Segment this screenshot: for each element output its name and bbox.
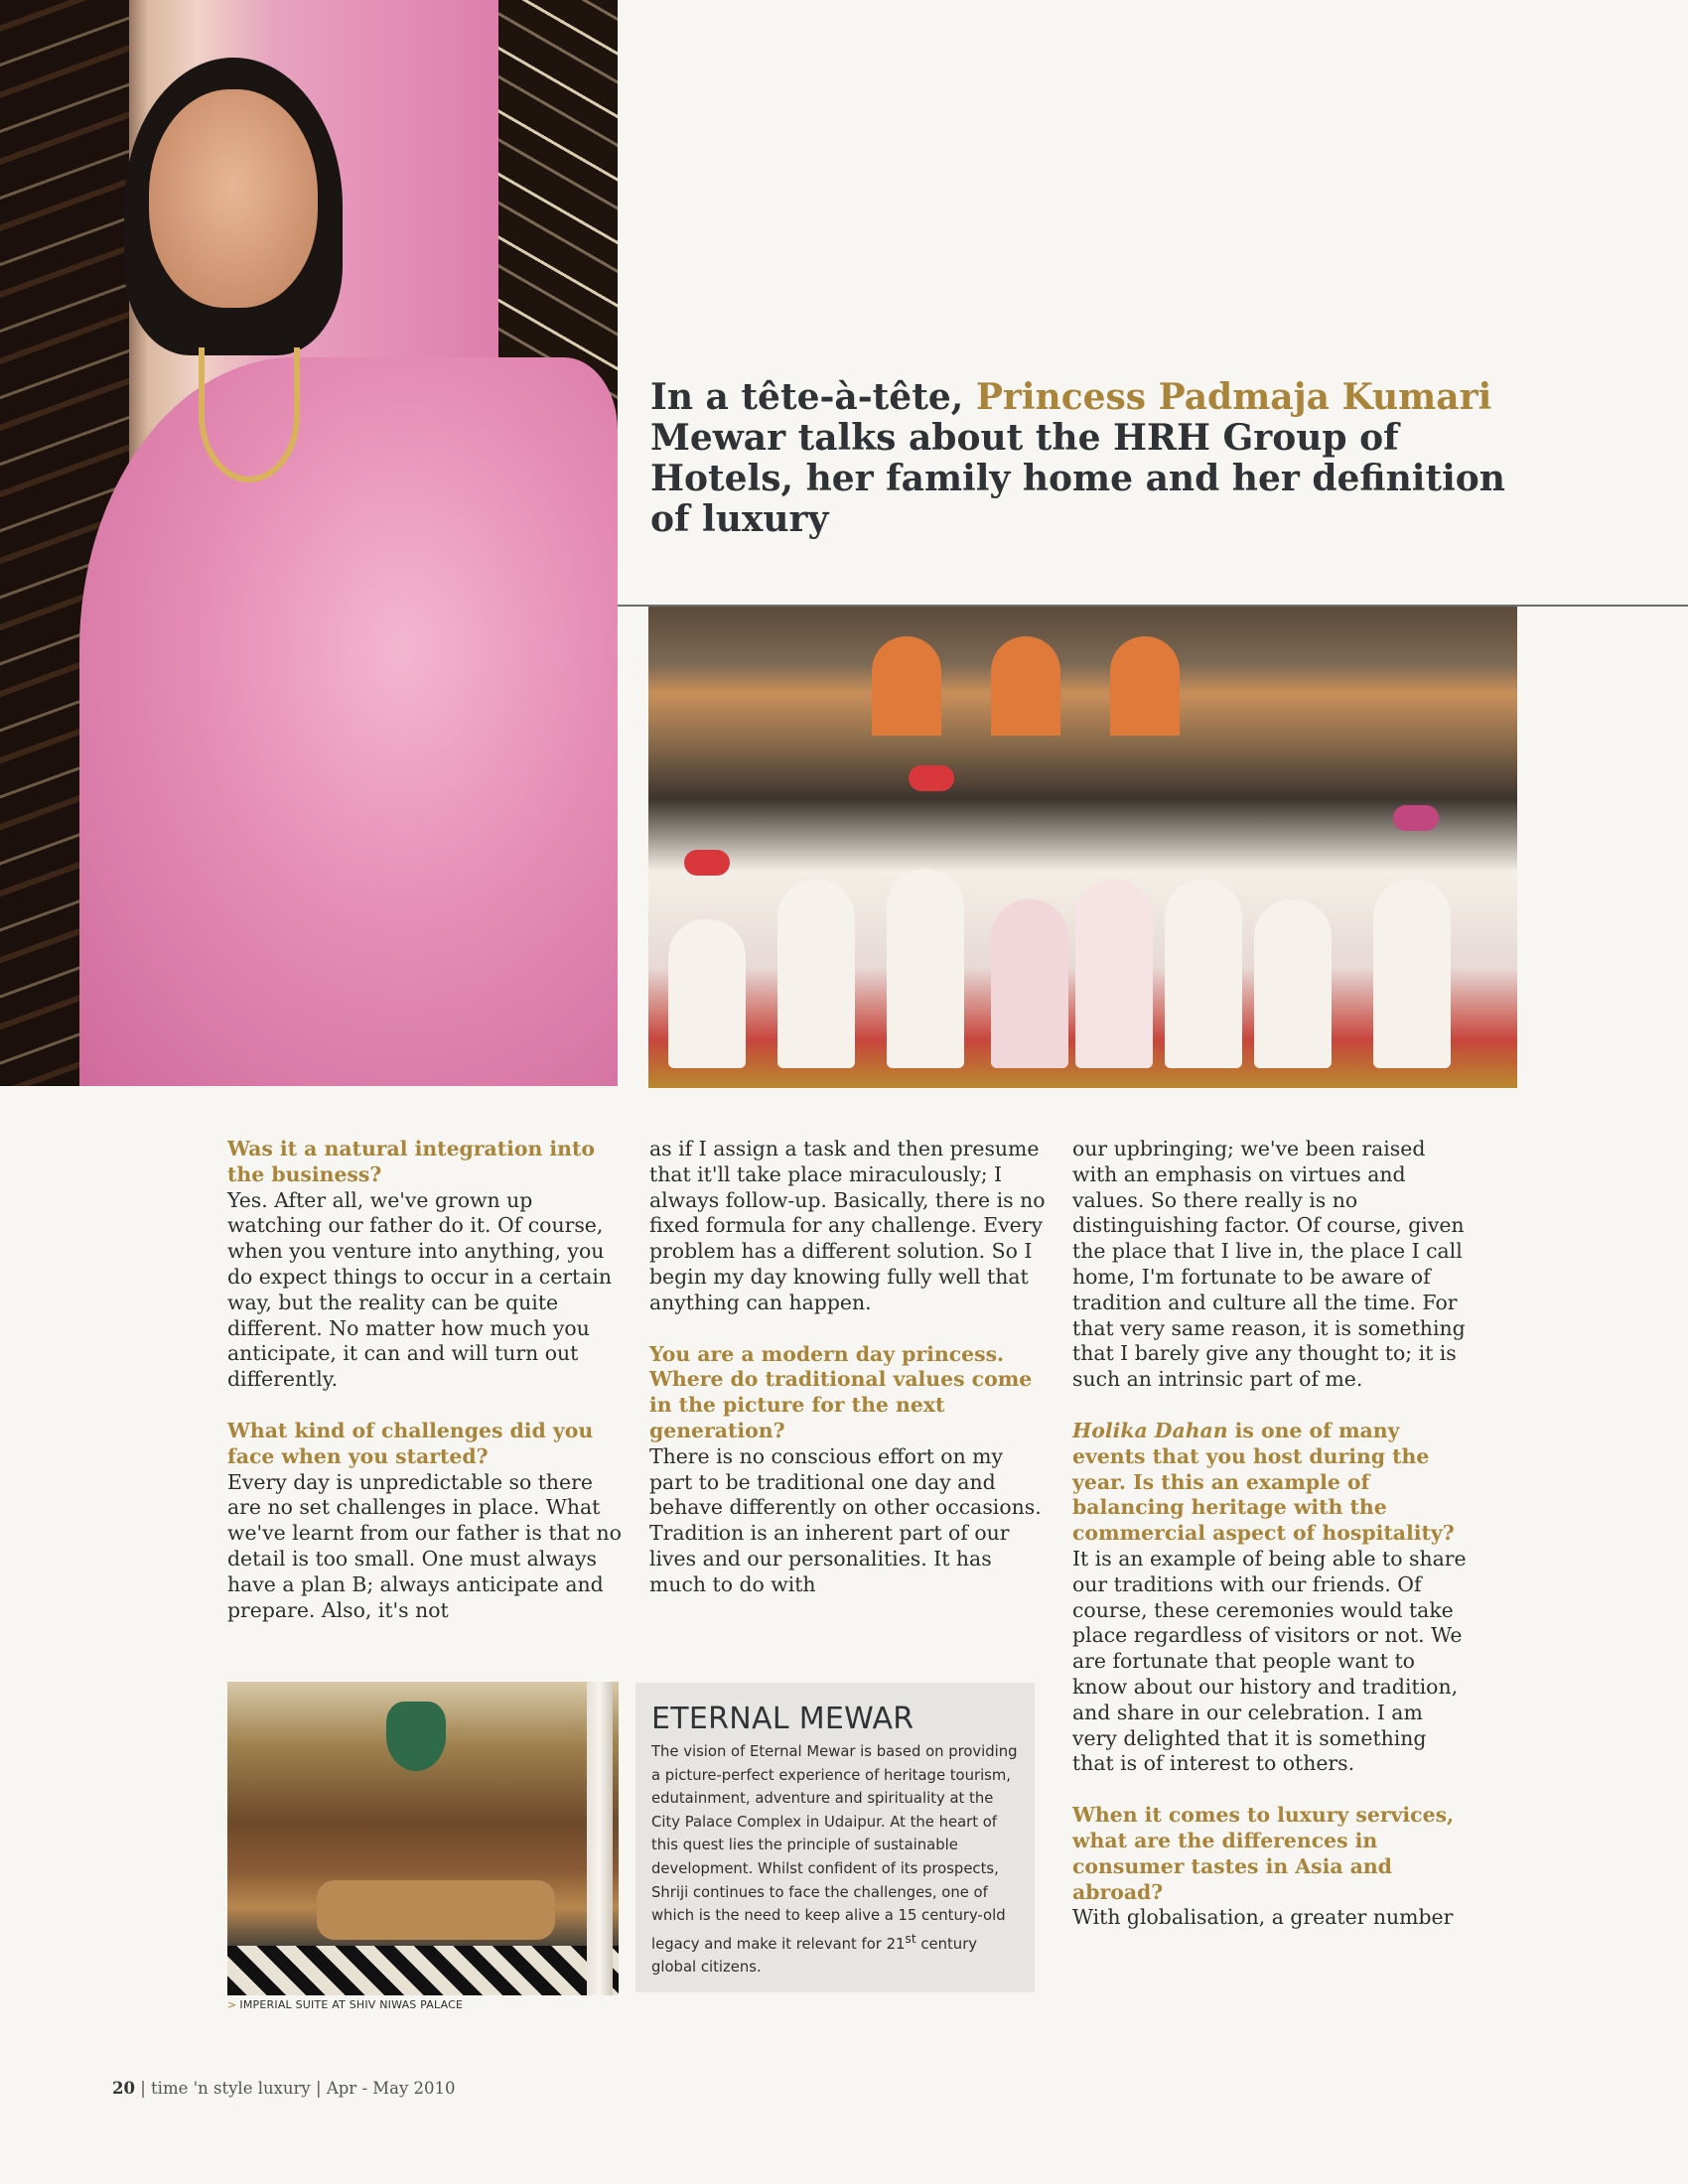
seated-figure [991, 899, 1068, 1068]
sidebar-body [651, 1740, 1021, 1979]
seated-figure [777, 880, 855, 1068]
sidebar-body-text: The vision of Eternal Mewar is based on providing a picture-perfect experience of heritage tourism, edutainment, adventure and spirituality at the City Palace Complex in Udaipur. At the heart of this quest lies the principle of sustainable development. Whilst confident of its prospects, Shriji continues to face the challenges, one of which is the need to keep alive a 15 century-old legacy and make it relevant for 21 [651, 1743, 1018, 1953]
arch [991, 636, 1060, 736]
sidebar-title: ETERNAL MEWAR [651, 1702, 914, 1736]
sidebar-box [635, 1683, 1035, 1992]
seated-figure [1254, 899, 1332, 1068]
ceremony-photo [648, 607, 1517, 1088]
text-column-2 [649, 1137, 1049, 1624]
headline-name: Princess Padmaja Kumari [975, 376, 1492, 418]
text-column-1 [227, 1137, 625, 1649]
photo-caption [227, 1998, 463, 2011]
question-heading: When it comes to luxury services, what are the differences in consumer tastes in Asia and abroad? [1072, 1803, 1455, 1904]
answer-paragraph: With globalisation, a greater number [1072, 1905, 1454, 1930]
question-heading: What kind of challenges did you face when you started? [227, 1418, 594, 1468]
seated-figure [887, 870, 964, 1068]
answer-paragraph: as if I assign a task and then presume that it'll take place miraculously; I always follow-up. Basically, there is no fixed formula for any challenge. Every problem has a different solution. So I begin my day knowing fully well that anything can happen. [649, 1137, 1046, 1314]
pink-saree [79, 357, 618, 1086]
headline-rest: Mewar talks about the HRH Group of Hotels, her family home and her definition of luxury [650, 417, 1505, 540]
answer-paragraph: our upbringing; we've been raised with an emphasis on virtues and values. So there really is no distinguishing factor. Of course, given the place that I live in, the place I call home, I'm fortunate to be aware of tradition and culture all the time. For that very same reason, it is something that I barely give any thought to; it is such an intrinsic part of me. [1072, 1137, 1466, 1392]
sidebar-body-end: century global citizens. [651, 1935, 978, 1977]
caption-caret: > [227, 1998, 237, 2011]
sidebar-superscript: st [905, 1931, 916, 1946]
answer-paragraph: Every day is unpredictable so there are no set challenges in place. What we've learnt from our father is that no detail is too small. One must always have a plan B; always anticipate and prepare. Also, it's not [227, 1469, 622, 1622]
turban [684, 850, 730, 876]
issue-date: Apr - May 2010 [326, 2079, 456, 2098]
turban [909, 765, 954, 791]
caption-text: IMPERIAL SUITE AT SHIV NIWAS PALACE [239, 1998, 464, 2011]
question-heading: Was it a natural integration into the business? [227, 1137, 596, 1186]
seated-figure [1165, 880, 1242, 1068]
question-heading: You are a modern day princess. Where do traditional values come in the picture for the next generation? [649, 1341, 1033, 1442]
page-headline [650, 377, 1524, 540]
seated-figure [1075, 880, 1153, 1068]
text-column-3 [1072, 1137, 1472, 1957]
magazine-name: time 'n style luxury [151, 2079, 311, 2098]
suite-photo [227, 1682, 619, 1995]
answer-paragraph: Yes. After all, we've grown up watching our father do it. Of course, when you venture into anything, you do expect things to occur in a certain way, but the reality can be quite different. No matter how much you anticipate, it can and will turn out differently. [227, 1187, 613, 1392]
necklace [199, 347, 300, 482]
seated-figure [668, 919, 746, 1068]
hero-photo [0, 0, 618, 1086]
marble-pillar [587, 1682, 613, 1995]
event-name: Holika Dahan [1072, 1418, 1228, 1442]
page-footer [112, 2079, 456, 2098]
question-heading [1072, 1419, 1472, 1547]
seated-figure [1373, 880, 1451, 1068]
checkered-floor [227, 1946, 619, 1995]
page-number: 20 [112, 2079, 135, 2098]
footer-separator: | [310, 2079, 327, 2098]
sofa [317, 1880, 555, 1940]
answer-paragraph: There is no conscious effort on my part to be traditional one day and behave differently on other occasions. Tradition is an inherent part of our lives and our personalities. It has much to do with [649, 1443, 1042, 1596]
chandelier [386, 1702, 446, 1771]
question-text: is one of many events that you host during the year. Is this an example of balancing heritage with the commercial aspect of hospitality? [1072, 1418, 1455, 1546]
arch [872, 636, 941, 736]
arch [1110, 636, 1180, 736]
footer-separator: | [134, 2079, 152, 2098]
headline-prefix: In a tête-à-tête, [650, 376, 976, 418]
turban [1393, 805, 1439, 831]
answer-paragraph: It is an example of being able to share our traditions with our friends. Of course, these ceremonies would take place regardless of visitors or not. We are fortunate that people want to know about our history and tradition, and share in our celebration. I am very delighted that it is something that is of interest to others. [1072, 1546, 1467, 1776]
face [149, 89, 318, 308]
